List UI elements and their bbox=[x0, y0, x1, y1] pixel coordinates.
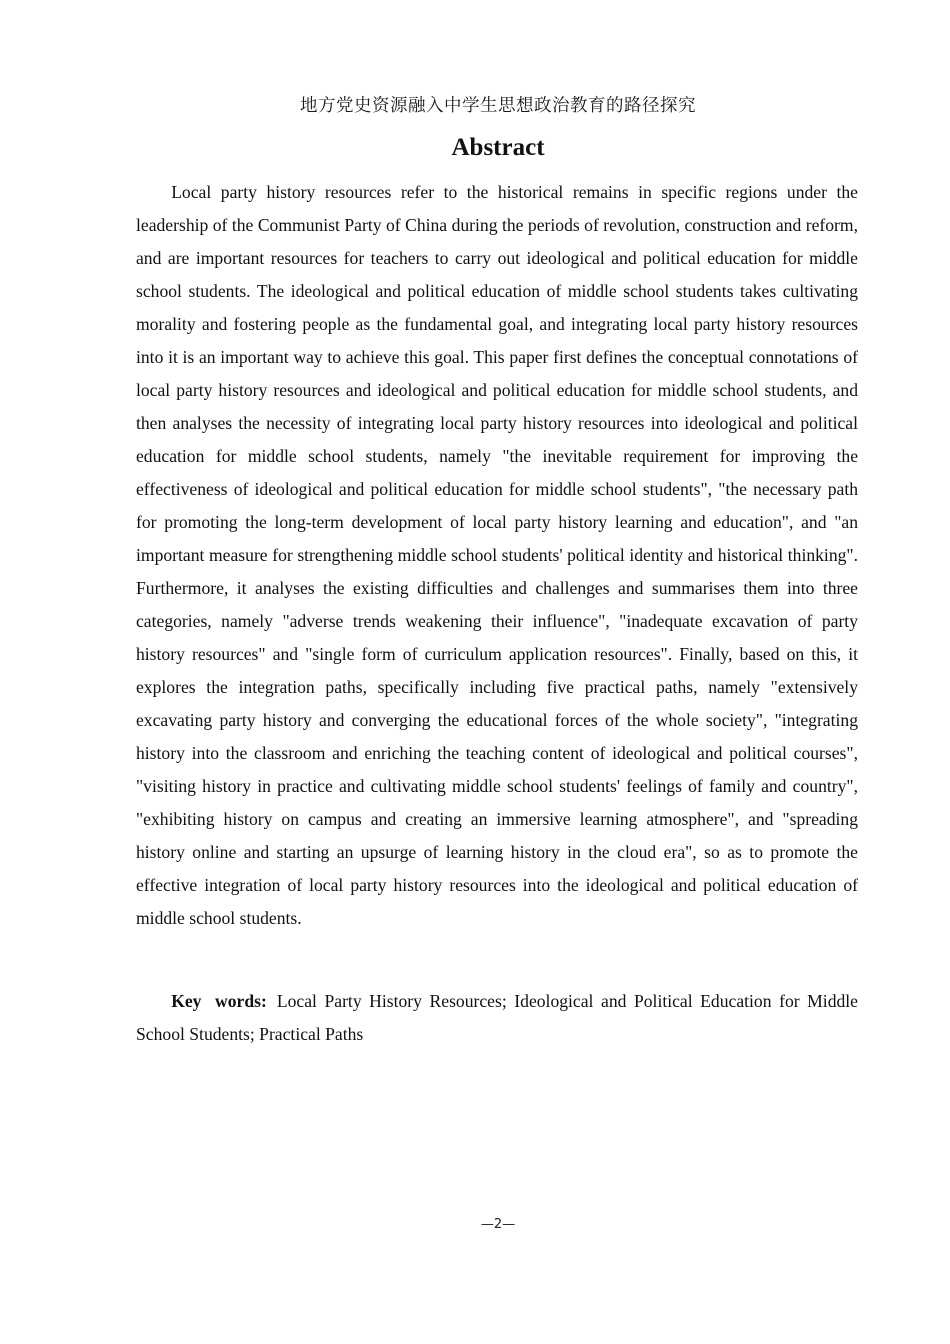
abstract-title: Abstract bbox=[451, 134, 545, 161]
running-header: 地方党史资源融入中学生思想政治教育的路径探究 bbox=[300, 96, 696, 116]
page-number: —2— bbox=[480, 1217, 516, 1232]
keywords-text: Local Party History Resources; Ideological and Political Education for Middle School Students; Practical Paths bbox=[136, 991, 858, 1044]
keywords-paragraph bbox=[136, 985, 858, 1051]
keywords-label: Key words: bbox=[171, 991, 267, 1011]
abstract-body: Local party history resources refer to the historical remains in specific regions under the leadership of the Communist Party of China during the periods of revolution, construction and reform, and are important resources for teachers to carry out ideological and political education for middle school students. The ideological and political education of middle school students takes cultivating morality and fostering people as the fundamental goal, and integrating local party history resources into it is an important way to achieve this goal. This paper first defines the conceptual connotations of local party history resources and ideological and political education for middle school students, and then analyses the necessity of integrating local party history resources into ideological and political education for middle school students, namely "the inevitable requirement for improving the effectiveness of ideological and political education for middle school students", "the necessary path for promoting the long-term development of local party history learning and education", and "an important measure for strengthening middle school students' political identity and historical thinking". Furthermore, it analyses the existing difficulties and challenges and summarises them into three categories, namely "adverse trends weakening their influence", "inadequate excavation of party history resources" and "single form of curriculum application resources". Finally, based on this, it explores the integration paths, specifically including five practical paths, namely "extensively excavating party history and converging the educational forces of the whole society", "integrating history into the classroom and enriching the teaching content of ideological and political courses", "visiting history in practice and cultivating middle school students' feelings of family and country", "exhibiting history on campus and creating an immersive learning atmosphere", and "spreading history online and starting an upsurge of learning history in the cloud era", so as to promote the effective integration of local party history resources into the ideological and political education of middle school students. bbox=[136, 182, 858, 928]
